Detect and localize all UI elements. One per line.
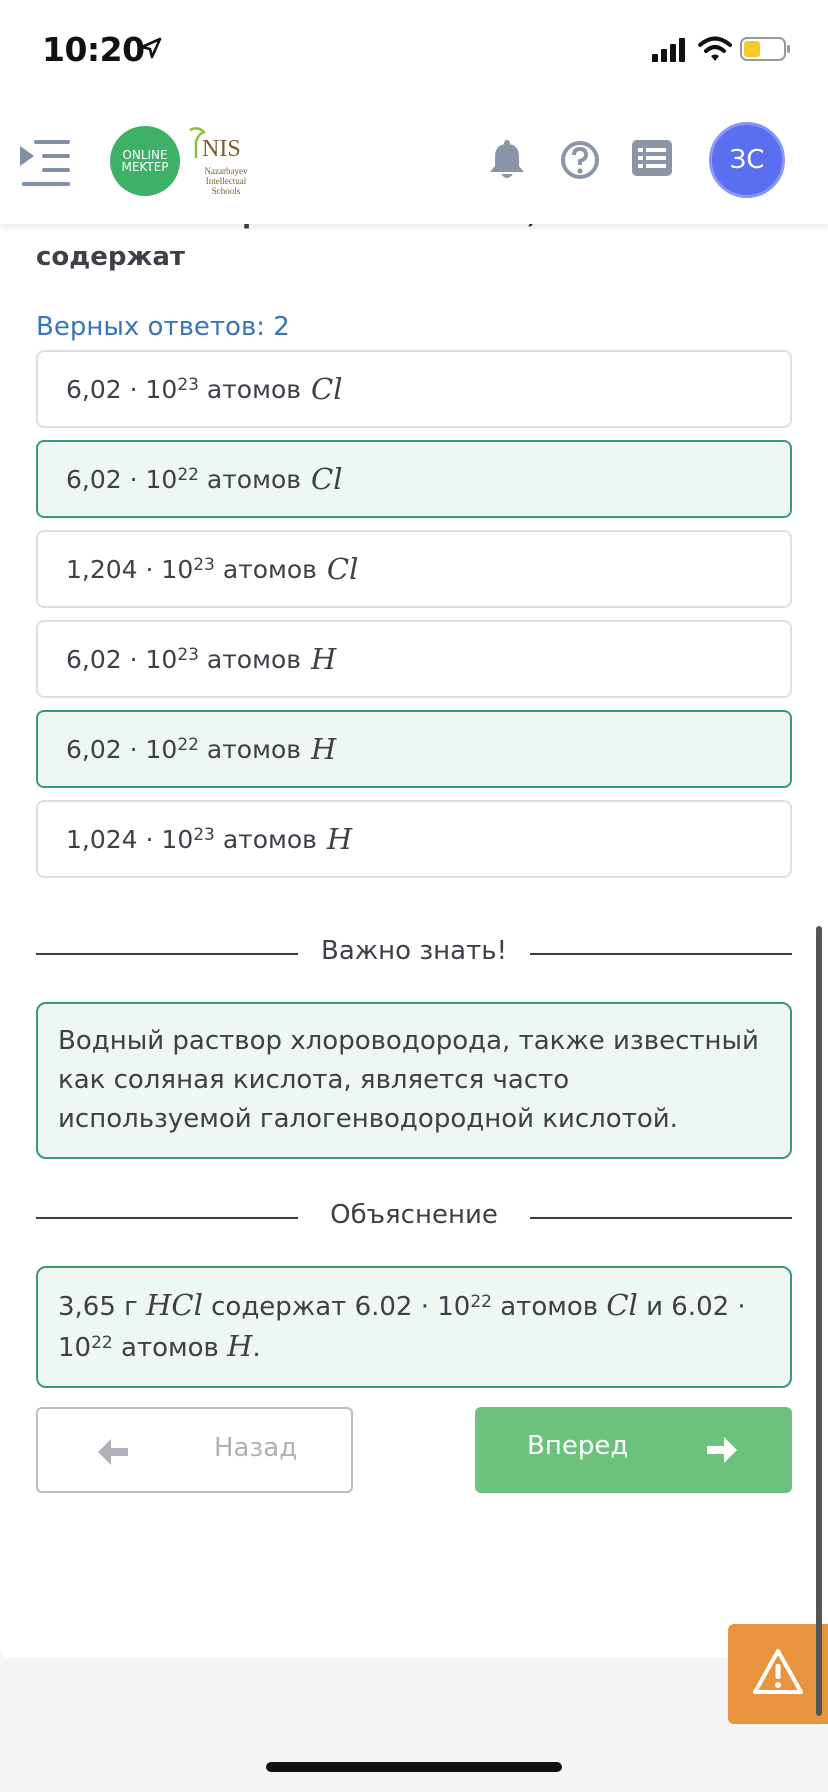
option-exponent: 23	[193, 555, 215, 575]
report-issue-button[interactable]	[728, 1624, 828, 1724]
explanation-text: 10	[58, 1333, 92, 1363]
answer-option-4[interactable]	[36, 620, 792, 698]
next-button-label: Вперед	[527, 1431, 629, 1461]
home-indicator[interactable]	[266, 1762, 562, 1772]
arrow-left-icon	[98, 1439, 128, 1465]
menu-icon[interactable]	[20, 140, 72, 186]
explanation-text: атомов	[500, 1292, 599, 1322]
app-header	[0, 100, 828, 224]
correct-answers-count: Верных ответов: 2	[36, 312, 290, 342]
formula-hcl: HCl	[146, 1288, 203, 1322]
option-element: Cl	[311, 462, 343, 496]
warning-icon	[752, 1648, 804, 1696]
important-note	[36, 1002, 792, 1159]
answer-option-6[interactable]	[36, 800, 792, 878]
answer-option-1[interactable]	[36, 350, 792, 428]
list-icon[interactable]	[632, 140, 672, 176]
option-unit: атомов	[206, 374, 301, 404]
option-coefficient: 6,02 · 10	[66, 734, 178, 764]
next-button[interactable]	[475, 1407, 792, 1493]
explanation-text: и 6.02 ·	[646, 1292, 746, 1322]
bell-icon[interactable]	[488, 140, 526, 180]
explanation-text: .	[252, 1333, 261, 1363]
cellular-signal-icon	[652, 38, 688, 62]
option-exponent: 23	[193, 825, 215, 845]
option-unit: атомов	[206, 734, 301, 764]
user-avatar[interactable]: ЗС	[709, 122, 785, 198]
option-coefficient: 1,024 · 10	[66, 824, 194, 854]
important-text: Водный раствор хлороводорода, также известный как соляная кислота, является часто используемой галогенводородной кислотой.	[58, 1026, 759, 1134]
explanation-title: Объяснение	[330, 1200, 498, 1230]
formula-cl: Cl	[606, 1288, 638, 1322]
online-mektep-logo[interactable]: ONLINE MEKTEP	[110, 126, 180, 196]
answer-option-3[interactable]	[36, 530, 792, 608]
battery-icon	[740, 36, 792, 62]
nis-logo: NIS Nazarbayev Intellectual Schools	[186, 126, 256, 206]
divider-line	[530, 1217, 792, 1219]
divider-line	[36, 953, 298, 955]
option-exponent: 23	[177, 645, 199, 665]
option-element: Cl	[311, 372, 343, 406]
option-unit: атомов	[222, 824, 317, 854]
explanation-exponent: 22	[91, 1333, 113, 1353]
option-unit: атомов	[206, 644, 301, 674]
explanation-text: 3,65 г	[58, 1292, 138, 1322]
option-unit: атомов	[222, 554, 317, 584]
option-exponent: 22	[177, 465, 199, 485]
arrow-right-icon	[707, 1437, 737, 1463]
status-time: 10:20	[42, 30, 145, 69]
option-coefficient: 6,02 · 10	[66, 374, 178, 404]
divider-line	[530, 953, 792, 955]
explanation-divider	[36, 1200, 792, 1234]
option-element: H	[311, 642, 337, 676]
divider-line	[36, 1217, 298, 1219]
option-coefficient: 1,204 · 10	[66, 554, 194, 584]
answer-option-5[interactable]	[36, 710, 792, 788]
question-text: содержат	[36, 242, 186, 272]
option-coefficient: 6,02 · 10	[66, 464, 178, 494]
option-element: H	[326, 822, 353, 856]
explanation-exponent: 22	[470, 1292, 492, 1312]
option-exponent: 23	[177, 375, 199, 395]
important-divider	[36, 936, 792, 970]
back-button[interactable]	[36, 1407, 353, 1493]
option-unit: атомов	[206, 464, 301, 494]
explanation-text: содержат 6.02 · 10	[211, 1292, 471, 1322]
location-arrow-icon	[140, 37, 162, 59]
important-title: Важно знать!	[320, 936, 507, 966]
explanation-text: атомов	[121, 1333, 219, 1363]
option-exponent: 22	[177, 735, 199, 755]
option-coefficient: 6,02 · 10	[66, 644, 178, 674]
option-element: H	[311, 732, 337, 766]
wifi-icon	[698, 36, 732, 62]
answer-option-2[interactable]	[36, 440, 792, 518]
scrollbar[interactable]	[816, 926, 822, 1716]
formula-h: H	[227, 1329, 253, 1363]
explanation-note	[36, 1266, 792, 1388]
back-button-label: Назад	[214, 1433, 298, 1463]
help-icon[interactable]	[560, 140, 600, 180]
option-element: Cl	[326, 552, 359, 586]
status-bar	[0, 0, 828, 100]
